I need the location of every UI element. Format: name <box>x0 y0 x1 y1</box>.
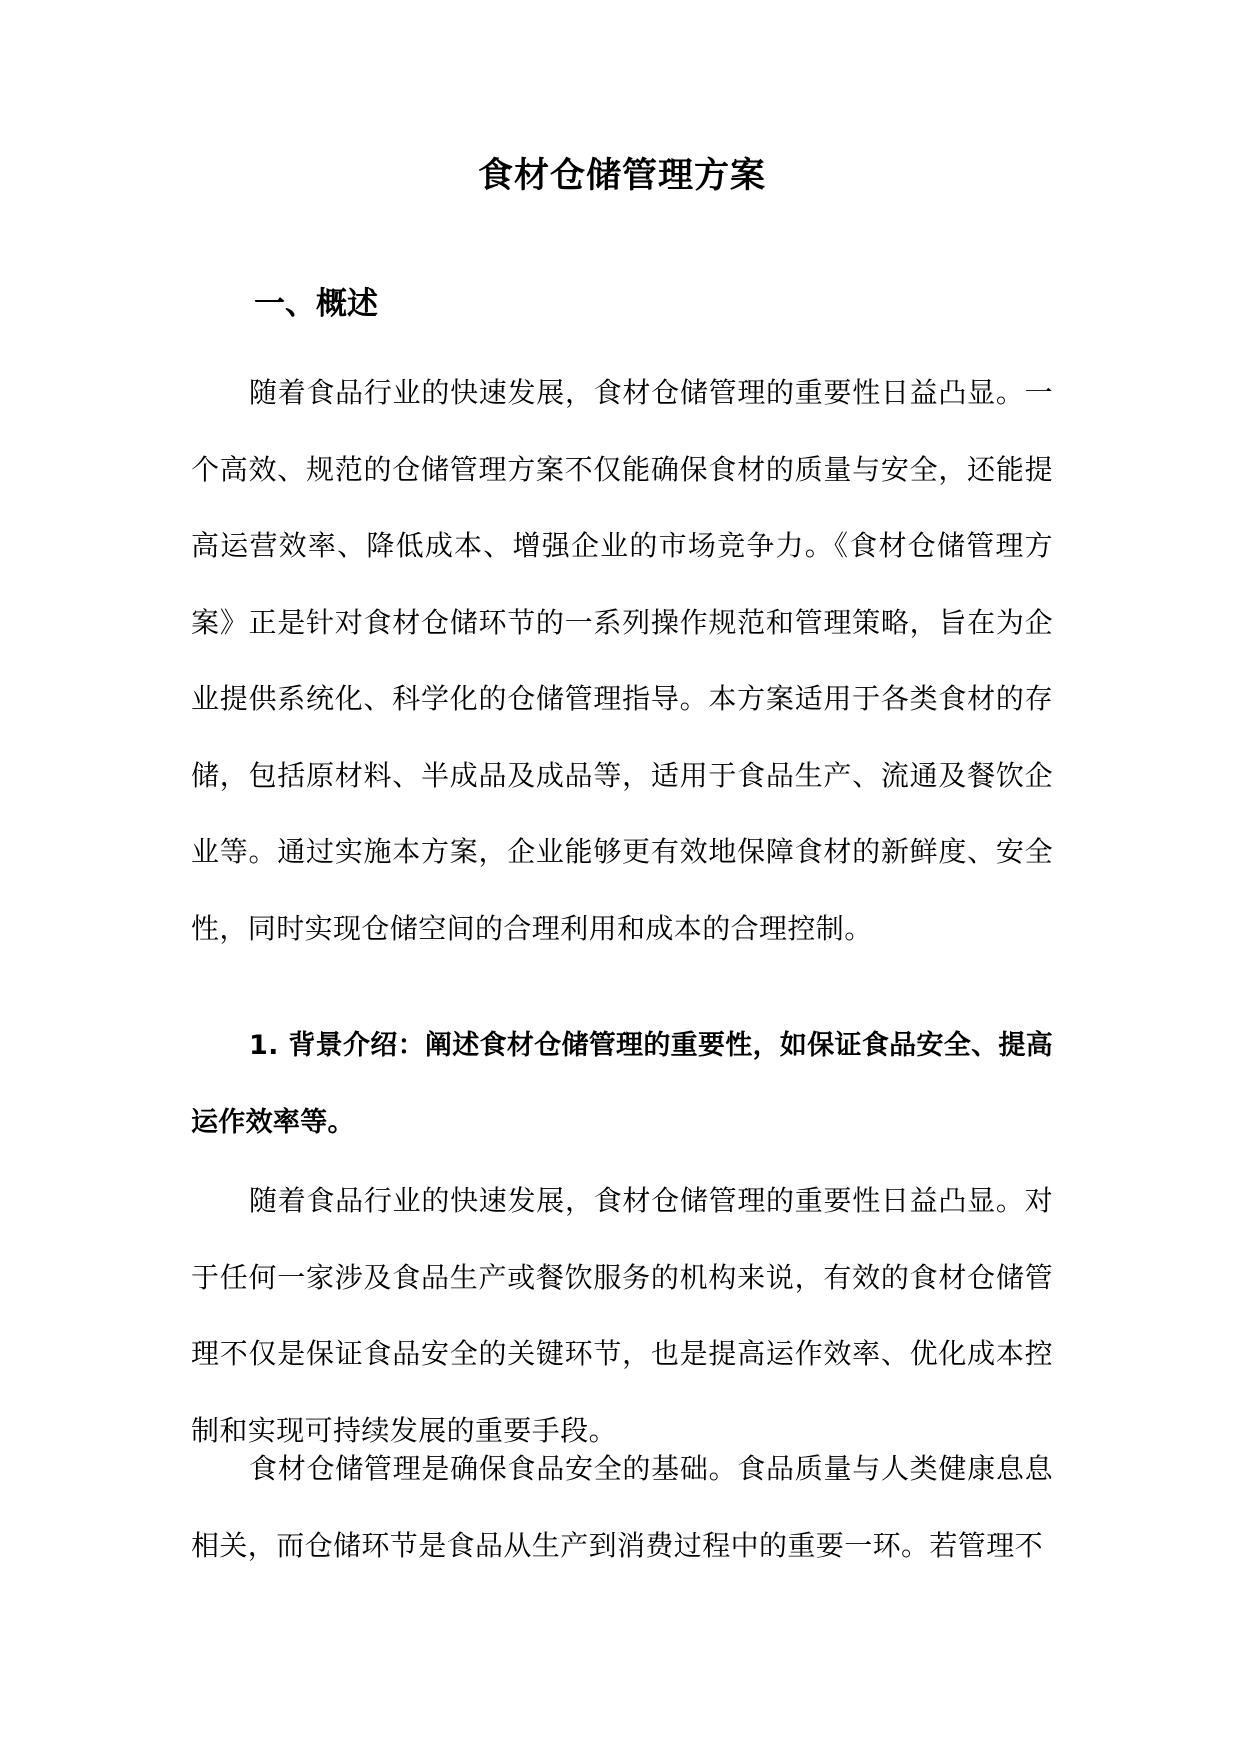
background-paragraph-2: 食材仓储管理是确保食品安全的基础。食品质量与人类健康息息相关，而仓储环节是食品从生产到消费过程中的重要一环。若管理不 <box>191 1452 1053 1562</box>
section-heading-overview: 一、概述 <box>254 286 378 322</box>
document-title: 食材仓储管理方案 <box>477 156 766 196</box>
background-paragraph-1: 随着食品行业的快速发展，食材仓储管理的重要性日益凸显。对于任何一家涉及食品生产或餐饮服务的机构来说，有效的食材仓储管理不仅是保证食品安全的关键环节，也是提高运作效率、优化成本控制和实现可持续发展的重要手段。 <box>191 1184 1053 1447</box>
subheading-background: 1. 背景介绍：阐述食材仓储管理的重要性，如保证食品安全、提高运作效率等。 <box>191 1030 1053 1138</box>
overview-paragraph: 随着食品行业的快速发展，食材仓储管理的重要性日益凸显。一个高效、规范的仓储管理方案不仅能确保食材的质量与安全，还能提高运营效率、降低成本、增强企业的市场竞争力。《食材仓储管理方案》正是针对食材仓储环节的一系列操作规范和管理策略，旨在为企业提供系统化、科学化的仓储管理指导。本方案适用于各类食材的存储，包括原材料、半成品及成品等，适用于食品生产、流通及餐饮企业等。通过实施本方案，企业能够更有效地保障食材的新鲜度、安全性，同时实现仓储空间的合理利用和成本的合理控制。 <box>191 376 1053 945</box>
